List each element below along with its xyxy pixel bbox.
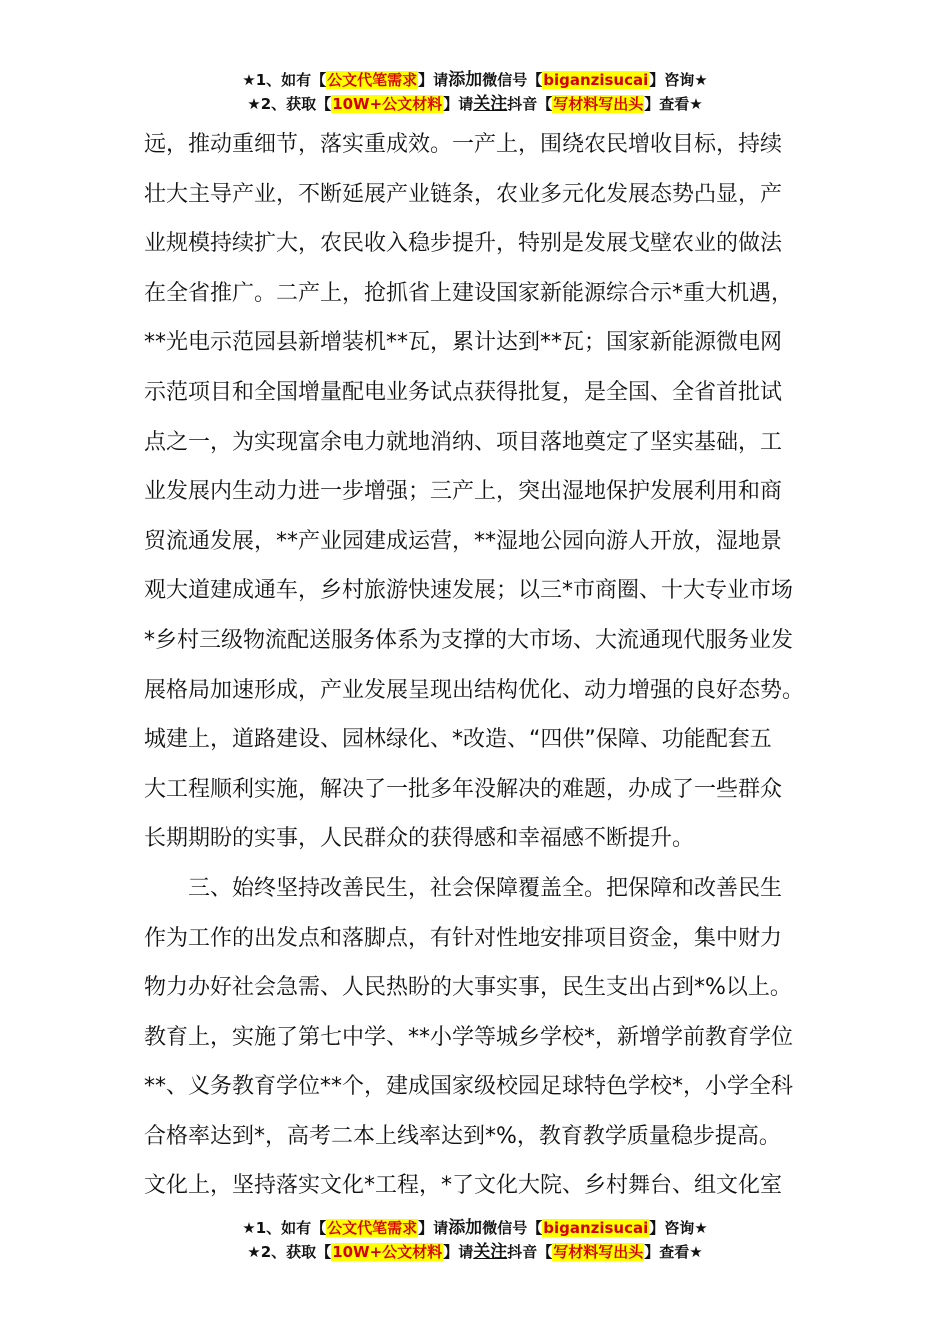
text-line: 三、始终坚持改善民生，社会保障覆盖全。把保障和改善民生	[188, 875, 783, 901]
text-line: 业发展内生动力进一步增强；三产上，突出湿地保护发展利用和商	[144, 479, 783, 505]
top-banner	[0, 68, 950, 116]
banner-text: 】请	[418, 1219, 449, 1237]
text-line: 教育上，实施了第七中学、**小学等城乡学校*，新增学前教育学位	[144, 1024, 794, 1050]
text-line: 展格局加速形成，产业发展呈现出结构优化、动力增强的良好态势。	[144, 677, 805, 703]
highlight-text: 写材料写出头	[553, 95, 644, 113]
text-line: 点之一，为实现富余电力就地消纳、项目落地奠定了坚实基础，工	[144, 429, 783, 455]
emphasis-text: 关注	[473, 94, 508, 114]
text-line: 长期期盼的实事，人民群众的获得感和幸福感不断提升。	[144, 826, 695, 852]
banner-text: ★1、如有【	[242, 1219, 327, 1237]
highlight-text: biganzisucai	[543, 71, 649, 89]
text-line: **、义务教育学位**个，建成国家级校园足球特色学校*，小学全科	[144, 1074, 794, 1100]
banner-text: 】咨询★	[649, 1219, 708, 1237]
text-line: 文化上，坚持落实文化*工程，*了文化大院、乡村舞台、组文化室	[144, 1173, 783, 1199]
banner-line-1	[0, 68, 950, 92]
banner-text: 】咨询★	[649, 71, 708, 89]
banner-text: 】请	[443, 95, 474, 113]
document-body	[144, 120, 824, 1211]
text-line: 示范项目和全国增量配电业务试点获得批复，是全国、全省首批试	[144, 379, 783, 405]
banner-text: 微信号【	[482, 71, 543, 89]
text-line: **光电示范园县新增装机**瓦，累计达到**瓦；国家新能源微电网	[144, 330, 783, 356]
highlight-text: 10W+公文材料	[332, 95, 443, 113]
text-line: 城建上，道路建设、园林绿化、*改造、“四供”保障、功能配套五	[144, 727, 772, 753]
highlight-text: 写材料写出头	[553, 1243, 644, 1261]
emphasis-text: 添加	[448, 1218, 483, 1238]
text-line: 贸流通发展，**产业园建成运营，**湿地公园向游人开放，湿地景	[144, 528, 783, 554]
banner-line-2	[0, 92, 950, 116]
banner-text: 】查看★	[644, 1243, 703, 1261]
text-line: 远，推动重细节，落实重成效。一产上，围绕农民增收目标，持续	[144, 132, 783, 157]
highlight-text: biganzisucai	[543, 1219, 649, 1237]
banner-text: 抖音【	[507, 95, 553, 113]
banner-text: 抖音【	[507, 1243, 553, 1261]
bottom-banner	[0, 1216, 950, 1264]
banner-text: 】请	[418, 71, 449, 89]
banner-text: ★2、获取【	[247, 1243, 332, 1261]
highlight-text: 10W+公文材料	[332, 1243, 443, 1261]
banner-text: 微信号【	[482, 1219, 543, 1237]
text-line: 在全省推广。二产上，抢抓省上建设国家新能源综合示*重大机遇，	[144, 280, 794, 306]
text-line: 合格率达到*，高考二本上线率达到*%，教育教学质量稳步提高。	[144, 1123, 781, 1149]
text-line: 观大道建成通车，乡村旅游快速发展；以三*市商圈、十大专业市场	[144, 578, 794, 604]
banner-line-2	[0, 1240, 950, 1264]
text-line: 壮大主导产业，不断延展产业链条，农业多元化发展态势凸显，产	[144, 181, 783, 207]
emphasis-text: 关注	[473, 1242, 508, 1262]
banner-text: ★1、如有【	[242, 71, 327, 89]
highlight-text: 公文代笔需求	[327, 71, 418, 89]
text-line: *乡村三级物流配送服务体系为支撑的大市场、大流通现代服务业发	[144, 627, 794, 653]
text-line: 业规模持续扩大，农民收入稳步提升，特别是发展戈壁农业的做法	[144, 231, 783, 257]
text-line: 大工程顺利实施，解决了一批多年没解决的难题，办成了一些群众	[144, 776, 783, 802]
banner-text: 】请	[443, 1243, 474, 1261]
emphasis-text: 添加	[448, 70, 483, 90]
banner-line-1	[0, 1216, 950, 1240]
banner-text: 】查看★	[644, 95, 703, 113]
highlight-text: 公文代笔需求	[327, 1219, 418, 1237]
text-line: 物力办好社会急需、人民热盼的大事实事，民生支出占到*%以上。	[144, 975, 792, 1001]
text-line: 作为工作的出发点和落脚点，有针对性地安排项目资金，集中财力	[144, 925, 783, 951]
banner-text: ★2、获取【	[247, 95, 332, 113]
